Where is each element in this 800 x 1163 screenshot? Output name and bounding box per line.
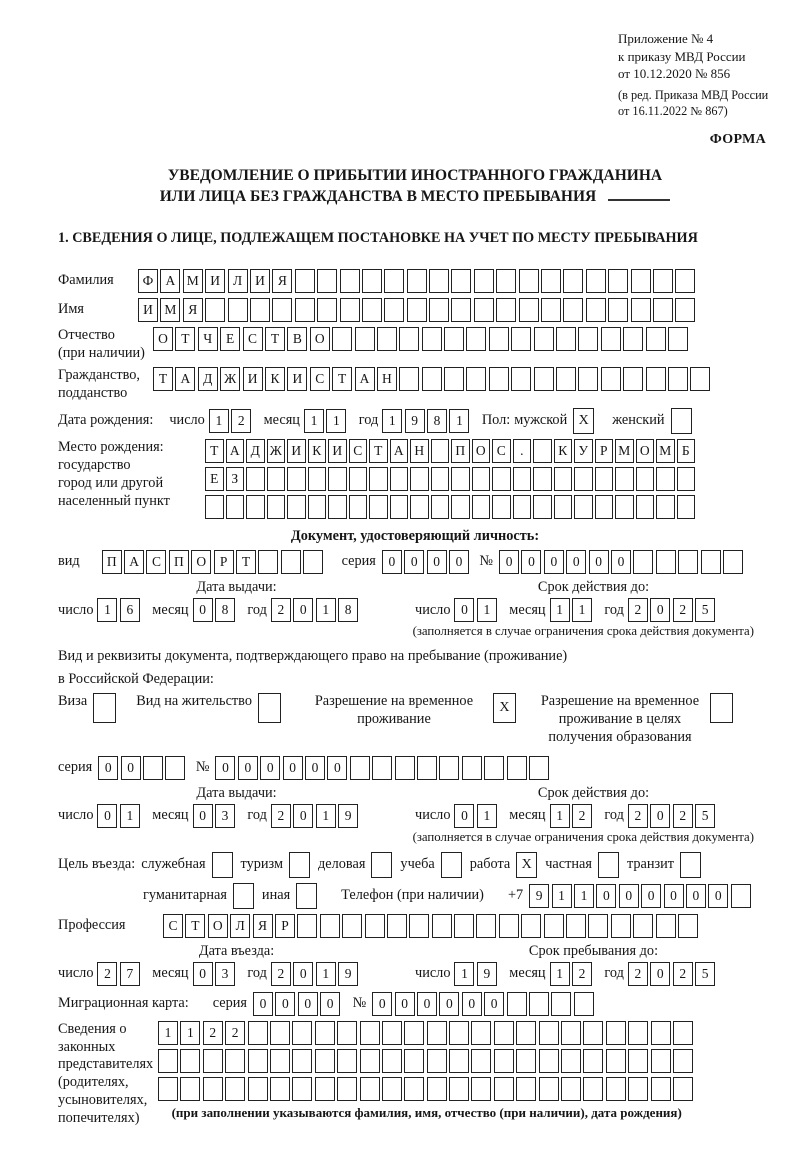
purpose-option-inaya: [262, 883, 325, 909]
issue-date-heading: Дата выдачи:: [196, 579, 277, 596]
month-word: месяц: [509, 807, 546, 824]
birth-place-row3-cells[interactable]: [205, 495, 697, 519]
ref-line: Приложение № 4: [618, 31, 714, 46]
purpose-option-tranzit: [627, 852, 709, 878]
stay-until-block: [415, 943, 772, 986]
identity-issue-year-cells[interactable]: 2 0 1 8: [271, 598, 361, 622]
identity-issue-day-cells[interactable]: 1 6: [97, 598, 142, 622]
residence-issue-block: [58, 785, 415, 828]
birth-place-row1-cells[interactable]: Т А Д Ж И К И С Т А Н П О С . К У Р М О М Б: [205, 439, 697, 463]
purpose-chastnaya-label: частная: [545, 856, 592, 873]
representatives-field: [58, 1021, 772, 1128]
temp-residence-checkbox[interactable]: X: [493, 693, 516, 723]
purpose-gumanitarnaya-checkbox[interactable]: [233, 883, 254, 909]
identity-series-cells[interactable]: 0 0 0 0: [382, 550, 472, 574]
identity-number-word: №: [479, 553, 494, 570]
purpose-turizm-checkbox[interactable]: [289, 852, 310, 878]
expiry-date-heading: Срок действия до:: [537, 784, 650, 801]
purpose-option-sluzhebnaya: [141, 852, 240, 878]
birth-day-cells[interactable]: 1 2: [209, 409, 254, 433]
representatives-row3-cells[interactable]: [158, 1077, 695, 1101]
year-word: год: [247, 601, 267, 618]
surname-cells[interactable]: Ф А М И Л И Я: [138, 269, 698, 293]
birth-place-cells-block: [205, 439, 697, 523]
ref-line-small: от 16.11.2022 № 867): [618, 104, 728, 119]
year-word: год: [358, 412, 379, 429]
residence-doc-dates: [58, 785, 772, 828]
birth-place-field: [58, 439, 772, 523]
purpose-sluzhebnaya-checkbox[interactable]: [212, 852, 233, 878]
purpose-delovaya-checkbox[interactable]: [371, 852, 392, 878]
purpose-option-delovaya: [318, 852, 400, 878]
residence-issue-day-cells[interactable]: 0 1: [97, 804, 142, 828]
month-word: месяц: [509, 965, 546, 982]
forma-label: ФОРМА: [709, 131, 766, 147]
expiry-date-heading: Срок действия до:: [537, 579, 650, 596]
name-field: [58, 298, 772, 322]
month-word: месяц: [152, 807, 189, 824]
representatives-row2-cells[interactable]: [158, 1049, 695, 1073]
residence-number-cells[interactable]: 0 0 0 0 0 0: [215, 756, 551, 780]
patronymic-cells[interactable]: О Т Ч Е С Т В О: [153, 327, 690, 351]
arrival-month-cells[interactable]: 0 3: [193, 962, 238, 986]
purpose-tranzit-checkbox[interactable]: [680, 852, 701, 878]
purpose-sluzhebnaya-label: служебная: [141, 856, 206, 873]
year-word: год: [247, 807, 267, 824]
representatives-label: Сведения о законных представителях (родителях, усыновителях, попечителях): [58, 1020, 154, 1127]
ref-line-small: (в ред. Приказа МВД России: [618, 87, 769, 102]
residence-number-word: №: [195, 758, 210, 775]
birth-place-row2-cells[interactable]: Е З: [205, 467, 697, 491]
year-word: год: [604, 807, 624, 824]
temp-residence-education-checkbox[interactable]: [710, 693, 733, 723]
month-word: месяц: [263, 412, 300, 429]
identity-doc-field: [58, 550, 772, 574]
purpose-gumanitarnaya-label: гуманитарная: [143, 887, 227, 904]
purpose-option-ucheba: [400, 852, 469, 878]
birth-place-label: Место рождения: государство город или другой населенный пункт: [58, 439, 170, 509]
stay-until-heading: Срок пребывания до:: [528, 942, 659, 959]
month-word: месяц: [152, 601, 189, 618]
purpose-tranzit-label: транзит: [626, 856, 675, 873]
citizenship-label: Гражданство, подданство: [58, 367, 140, 402]
arrival-year-cells[interactable]: 2 0 1 9: [271, 962, 361, 986]
residence-doc-intro1: Вид и реквизиты документа, подтверждающего право на пребывание (проживание): [58, 648, 568, 665]
birth-month-cells[interactable]: 1 1: [304, 409, 349, 433]
stay-until-month-cells[interactable]: 1 2: [550, 962, 595, 986]
profession-field: [58, 914, 772, 938]
residence-doc-intro2: в Российской Федерации:: [58, 671, 214, 688]
identity-kind-cells[interactable]: П А С П О Р Т: [102, 550, 326, 574]
sex-male-label: мужской: [514, 412, 568, 429]
issue-date-heading: Дата выдачи:: [196, 784, 277, 801]
purpose-row2: [143, 883, 772, 909]
visa-checkbox[interactable]: [93, 693, 116, 723]
surname-field: [58, 269, 772, 293]
day-word: число: [415, 601, 451, 618]
migration-number-cells[interactable]: 0 0 0 0 0 0: [372, 992, 596, 1016]
representatives-cells-block: [158, 1021, 695, 1121]
purpose-chastnaya-checkbox[interactable]: [598, 852, 619, 878]
day-word: число: [58, 601, 94, 618]
purpose-row1: [58, 852, 772, 878]
sex-label: Пол:: [481, 412, 511, 429]
purpose-option-turizm: [241, 852, 319, 878]
identity-expiry-block: [415, 579, 772, 622]
form-title-line2: ИЛИ ЛИЦА БЕЗ ГРАЖДАНСТВА В МЕСТО ПРЕБЫВАНИЯ: [159, 187, 597, 205]
identity-kind-label: вид: [58, 553, 80, 570]
day-word: число: [58, 965, 94, 982]
day-word: число: [58, 807, 94, 824]
residence-expiry-year-cells[interactable]: 2 0 2 5: [628, 804, 718, 828]
citizenship-cells[interactable]: Т А Д Ж И К И С Т А Н: [153, 367, 713, 391]
purpose-option-gumanitarnaya: [143, 883, 262, 909]
profession-label: Профессия: [58, 916, 126, 933]
identity-doc-dates: [58, 579, 772, 622]
temp-residence-label: Разрешение на временное проживание: [314, 693, 474, 727]
patronymic-label: Отчество (при наличии): [58, 326, 145, 361]
sex-male-checkbox[interactable]: X: [573, 408, 594, 434]
identity-doc-heading: Документ, удостоверяющий личность:: [290, 528, 540, 545]
residence-expiry-day-cells[interactable]: 0 1: [454, 804, 499, 828]
form-title-line1: УВЕДОМЛЕНИЕ О ПРИБЫТИИ ИНОСТРАННОГО ГРАЖДАНИНА: [167, 166, 663, 184]
purpose-rabota-label: работа: [469, 856, 511, 873]
ref-line: к приказу МВД России: [618, 48, 746, 64]
name-cells[interactable]: И М Я: [138, 298, 698, 322]
year-word: год: [604, 965, 624, 982]
section1-heading: 1. СВЕДЕНИЯ О ЛИЦЕ, ПОДЛЕЖАЩЕМ ПОСТАНОВКЕ НА УЧЕТ ПО МЕСТУ ПРЕБЫВАНИЯ: [58, 229, 698, 246]
residence-doc-options: [58, 693, 772, 747]
birth-date-label: Дата рождения:: [58, 412, 154, 429]
birth-year-cells[interactable]: 1 9 8 1: [382, 409, 472, 433]
migration-card-label: Миграционная карта:: [58, 994, 189, 1011]
purpose-label: Цель въезда:: [58, 855, 136, 872]
stay-until-day-cells[interactable]: 1 9: [454, 962, 499, 986]
birth-date-field: [58, 408, 772, 434]
identity-expiry-day-cells[interactable]: 0 1: [454, 598, 499, 622]
purpose-rabota-checkbox[interactable]: X: [516, 852, 537, 878]
phone-cells[interactable]: 9 1 1 0 0 0 0 0 0: [529, 884, 753, 908]
purpose-inaya-checkbox[interactable]: [296, 883, 317, 909]
form-title: [58, 166, 772, 208]
sex-female-checkbox[interactable]: [671, 408, 692, 434]
residence-permit-option: [136, 693, 289, 723]
residence-expiry-note: (заполняется в случае ограничения срока действия документа): [412, 829, 754, 844]
migration-number-word: №: [352, 994, 367, 1011]
arrival-day-cells[interactable]: 2 7: [97, 962, 142, 986]
visa-option: [58, 693, 124, 723]
temp-residence-education-label: Разрешение на временное проживание в целях получения образования: [540, 693, 700, 745]
visa-label: Виза: [58, 693, 88, 710]
purpose-option-rabota: [470, 852, 546, 878]
temp-residence-education-option: [536, 693, 741, 747]
migration-series-word: серия: [212, 994, 247, 1011]
identity-expiry-year-cells[interactable]: 2 0 2 5: [628, 598, 718, 622]
purpose-option-chastnaya: [545, 852, 627, 878]
ref-line: от 10.12.2020 № 856: [618, 66, 731, 82]
residence-series-cells[interactable]: 0 0: [98, 756, 188, 780]
identity-issue-month-cells[interactable]: 0 8: [193, 598, 238, 622]
day-word: число: [415, 965, 451, 982]
day-word: число: [169, 412, 205, 429]
purpose-delovaya-label: деловая: [318, 856, 366, 873]
residence-permit-checkbox[interactable]: [258, 693, 281, 723]
phone-prefix: +7: [507, 886, 524, 903]
identity-expiry-month-cells[interactable]: 1 1: [550, 598, 595, 622]
phone-label: Телефон (при наличии): [341, 886, 484, 903]
representatives-note: (при заполнении указываются фамилия, имя, отчество (при наличии), дата рождения): [171, 1104, 682, 1120]
identity-series-word: серия: [341, 553, 376, 570]
profession-cells[interactable]: С Т О Л Я Р: [163, 914, 700, 938]
year-word: год: [247, 965, 267, 982]
identity-number-cells[interactable]: 0 0 0 0 0 0: [499, 550, 745, 574]
arrival-date-heading: Дата въезда:: [198, 942, 275, 959]
purpose-inaya-label: иная: [261, 887, 291, 904]
residence-issue-year-cells[interactable]: 2 0 1 9: [271, 804, 361, 828]
residence-expiry-month-cells[interactable]: 1 2: [550, 804, 595, 828]
migration-series-cells[interactable]: 0 0 0 0: [253, 992, 343, 1016]
arrival-date-block: [58, 943, 415, 986]
month-word: месяц: [509, 601, 546, 618]
month-word: месяц: [152, 965, 189, 982]
residence-expiry-block: [415, 785, 772, 828]
residence-doc-series-field: [58, 756, 772, 780]
reference-block: [618, 30, 772, 120]
purpose-ucheba-label: учеба: [400, 856, 435, 873]
purpose-turizm-label: туризм: [240, 856, 284, 873]
day-word: число: [415, 807, 451, 824]
identity-issue-block: [58, 579, 415, 622]
stay-until-year-cells[interactable]: 2 0 2 5: [628, 962, 718, 986]
migration-card-field: [58, 992, 772, 1016]
sex-female-label: женский: [612, 412, 665, 429]
representatives-row1-cells[interactable]: 1 1 2 2: [158, 1021, 695, 1045]
citizenship-field: [58, 367, 772, 403]
title-blank-line: [608, 199, 670, 201]
residence-permit-label: Вид на жительство: [136, 693, 252, 710]
name-label: Имя: [58, 300, 84, 317]
identity-expiry-note: (заполняется в случае ограничения срока действия документа): [412, 624, 754, 639]
patronymic-field: [58, 327, 772, 363]
residence-series-word: серия: [58, 758, 93, 775]
residence-issue-month-cells[interactable]: 0 3: [193, 804, 238, 828]
temp-residence-option: [301, 693, 524, 729]
purpose-ucheba-checkbox[interactable]: [441, 852, 462, 878]
surname-label: Фамилия: [58, 271, 114, 288]
entry-dates: [58, 943, 772, 986]
year-word: год: [604, 601, 624, 618]
